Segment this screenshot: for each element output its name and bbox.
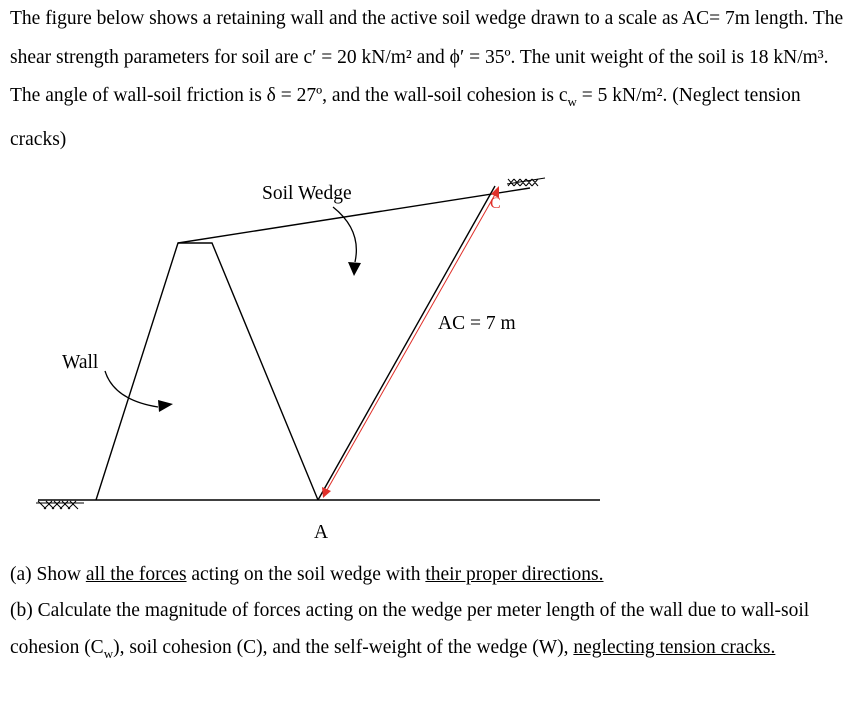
question-a-prefix: (a) Show: [10, 564, 86, 585]
ac-length-label: AC = 7 m: [438, 313, 516, 334]
retaining-wall: [96, 243, 318, 500]
question-b-text-2: ), soil cohesion (C), and the self-weight of the wedge (W),: [113, 637, 574, 658]
question-b-text-1: (b) Calculate the magnitude of forces acting on the wedge per meter length of the wall due to wall-soil cohesion (C: [10, 600, 810, 658]
problem-text-2: = 5 kN/m². (Neglect tension cracks): [10, 85, 801, 151]
question-a: [10, 560, 850, 590]
question-a-underline-2: their proper directions.: [425, 564, 604, 585]
problem-text-1: The figure below shows a retaining wall and the active soil wedge drawn to a scale as AC= 7m length. The shear strength parameters for soil are c′ = 20 kN/m² and ϕ′ = 35º. The unit weight of the soil is 18 kN/m³. The angle of wall-soil friction is δ = 27º, and the wall-soil cohesion is c: [10, 8, 844, 106]
question-a-middle: acting on the soil wedge with: [186, 564, 426, 585]
wall-arrowhead: [158, 400, 173, 412]
question-b-underline: neglecting tension cracks.: [573, 637, 776, 658]
soil-wedge-label: Soil Wedge: [262, 183, 352, 204]
point-c-label: C: [490, 195, 501, 212]
ground-hatch-top: [507, 178, 545, 186]
soil-wedge-arrowhead: [348, 262, 361, 276]
question-b: [10, 592, 850, 672]
ac-dimension-line: [327, 191, 497, 490]
question-a-underline-1: all the forces: [85, 564, 187, 585]
ac-arrowhead-a: [322, 487, 331, 498]
cw-subscript: w: [567, 93, 577, 109]
failure-plane-ac: [318, 186, 495, 500]
question-b-cw-subscript: w: [103, 645, 114, 661]
ground-hatch-left: [36, 501, 84, 509]
wall-label: Wall: [62, 352, 99, 373]
point-a-label: A: [314, 522, 329, 543]
